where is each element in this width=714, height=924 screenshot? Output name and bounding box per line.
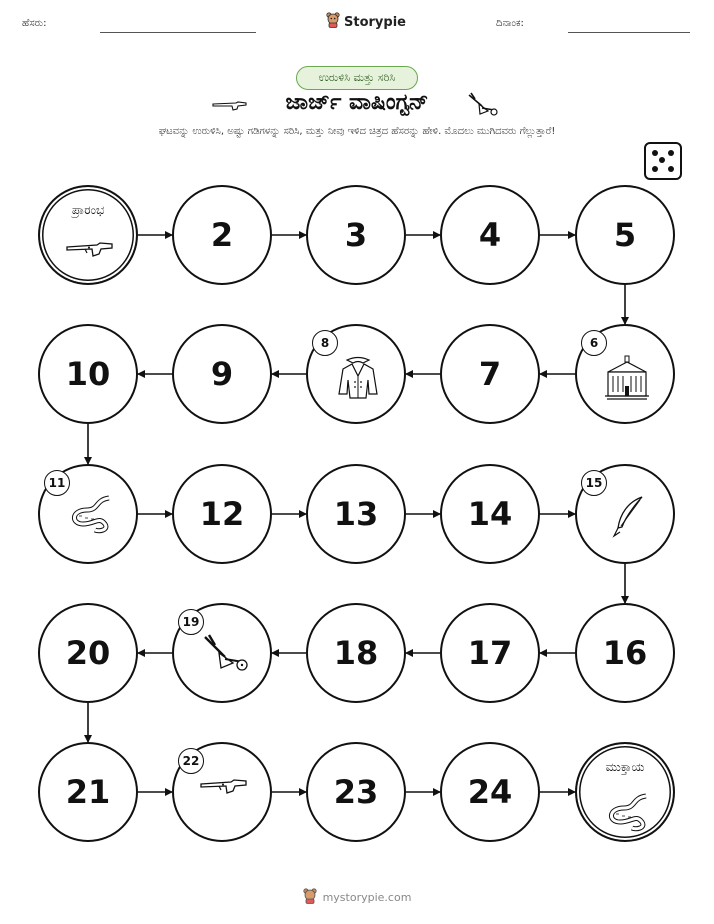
coat-icon <box>333 354 383 404</box>
board-space-14 <box>440 464 540 564</box>
space-number: 21 <box>65 773 111 811</box>
board-space-6 <box>575 324 675 424</box>
space-number: 4 <box>478 216 502 254</box>
board-space-21 <box>38 742 138 842</box>
board-space-23 <box>306 742 406 842</box>
board-space-24 <box>440 742 540 842</box>
space-number: 17 <box>467 634 513 672</box>
space-number: 5 <box>613 216 637 254</box>
measuring-tape-icon <box>65 494 115 538</box>
space-number: 12 <box>199 495 245 533</box>
space-number: 13 <box>333 495 379 533</box>
brand-name: Storypie <box>344 14 406 30</box>
game-tag: ಉರುಳಿಸಿ ಮತ್ತು ಸರಿಸಿ <box>296 66 418 90</box>
building-icon <box>602 354 652 404</box>
board-space-4 <box>440 185 540 285</box>
board-space-16 <box>575 603 675 703</box>
musket-icon <box>199 772 249 800</box>
board-space-15 <box>575 464 675 564</box>
space-number: 14 <box>467 495 513 533</box>
board-space-9 <box>172 324 272 424</box>
space-number: 23 <box>333 773 379 811</box>
quill-icon <box>602 494 652 542</box>
footer-site-link[interactable]: mystorypie.com <box>322 891 412 904</box>
board-space-18 <box>306 603 406 703</box>
space-number: 18 <box>333 634 379 672</box>
space-label: ಮುಕ್ತಾಯ <box>605 760 645 774</box>
board-space-17 <box>440 603 540 703</box>
board-space-7 <box>440 324 540 424</box>
space-number: 10 <box>65 355 111 393</box>
space-number: 2 <box>210 216 234 254</box>
space-number: 9 <box>210 355 234 393</box>
game-instructions: ಘಟವನ್ನು ಉರುಳಿಸಿ, ಅಷ್ಟು ಗಡಿಗಳನ್ನು ಸರಿಸಿ, ಮತ್ತು ನೀವು ಇಳಿದ ಚಿತ್ರದ ಹೆಸರನ್ನು ಹೇಳಿ. ಮೊದಲು ಮುಗಿದವರು ಗೆಲ್ಲುತ್ತಾರೆ! <box>158 126 556 137</box>
measuring-tape-icon <box>602 792 652 836</box>
space-number: 3 <box>344 216 368 254</box>
space-number: 24 <box>467 773 513 811</box>
name-label: ಹೆಸರು: <box>22 18 47 29</box>
board-space-11 <box>38 464 138 564</box>
date-label: ದಿನಾಂಕ: <box>496 18 524 29</box>
page-title: ಜಾರ್ಜ್ ವಾಷಿಂಗ್ಟನ್ <box>285 90 429 115</box>
board-space-3 <box>306 185 406 285</box>
board-space-22 <box>172 742 272 842</box>
space-number: 20 <box>65 634 111 672</box>
board-space-2 <box>172 185 272 285</box>
space-number-badge: 22 <box>178 748 204 774</box>
board-space-10 <box>38 324 138 424</box>
space-number: 7 <box>478 355 502 393</box>
space-label: ಪ್ರಾರಂಭ <box>71 203 105 217</box>
start-space <box>38 185 138 285</box>
space-number: 16 <box>602 634 648 672</box>
space-number-badge: 19 <box>178 609 204 635</box>
space-number-badge: 6 <box>581 330 607 356</box>
board-space-19 <box>172 603 272 703</box>
finish-space <box>575 742 675 842</box>
board-space-20 <box>38 603 138 703</box>
plow-icon <box>199 633 249 681</box>
board-space-8 <box>306 324 406 424</box>
board-space-12 <box>172 464 272 564</box>
space-number-badge: 8 <box>312 330 338 356</box>
bear-mascot-icon <box>303 888 317 907</box>
space-number-badge: 11 <box>44 470 70 496</box>
board-space-13 <box>306 464 406 564</box>
space-number-badge: 15 <box>581 470 607 496</box>
musket-icon <box>65 235 115 263</box>
board-space-5 <box>575 185 675 285</box>
footer <box>0 888 714 907</box>
